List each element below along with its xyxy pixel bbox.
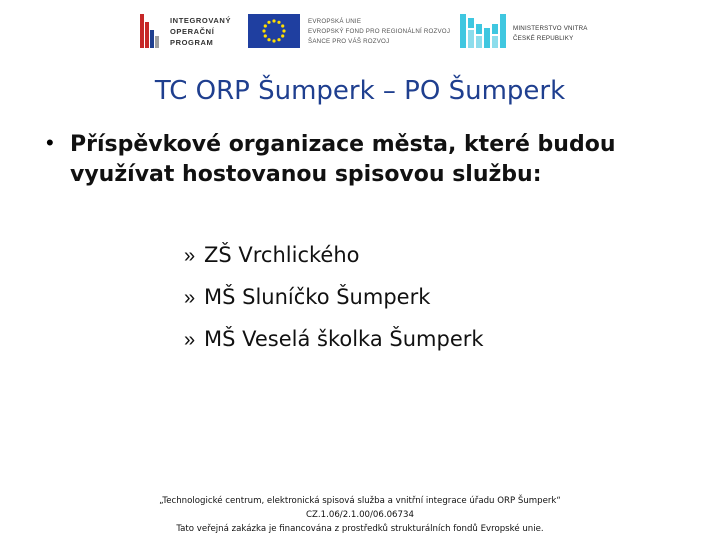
sub-list-item <box>184 285 484 327</box>
bullet-line: Příspěvkové organizace města, které budou <box>70 132 616 157</box>
iop-line: OPERAČNÍ <box>170 27 215 36</box>
footer-line: „Technologické centrum, elektronická spisová služba a vnitřní integrace úřadu ORP Šumperk“ <box>159 496 561 506</box>
sub-item-text: ZŠ Vrchlického <box>204 243 360 267</box>
footer-line: CZ.1.06/2.1.00/06.06734 <box>306 510 414 520</box>
bullet-text <box>70 130 660 190</box>
eu-line: ŠANCE PRO VÁŠ ROZVOJ <box>308 38 390 45</box>
mv-line: ČESKÉ REPUBLIKY <box>513 35 574 42</box>
sub-item-text: MŠ Veselá školka Šumperk <box>204 327 484 351</box>
sub-marker: » <box>184 245 196 267</box>
eu-line: EVROPSKÝ FOND PRO REGIONÁLNÍ ROZVOJ <box>308 28 451 35</box>
footer <box>0 494 720 536</box>
sub-marker: » <box>184 329 196 351</box>
sub-list-item <box>184 243 484 285</box>
iop-line: INTEGROVANÝ <box>170 16 232 25</box>
iop-logo <box>140 12 240 50</box>
mv-text <box>513 24 588 44</box>
mv-mark-icon <box>460 14 508 48</box>
mv-logo <box>460 12 590 50</box>
mv-line: MINISTERSTVO VNITRA <box>513 25 588 32</box>
footer-line: Tato veřejná zakázka je financována z prostředků strukturálních fondů Evropské unie. <box>176 524 544 534</box>
eu-logo <box>248 12 458 50</box>
iop-text <box>170 15 231 48</box>
bullet-line: využívat hostovanou spisovou službu: <box>70 162 542 187</box>
bullet-marker: • <box>46 130 54 155</box>
iop-bars-icon <box>140 14 162 48</box>
sub-marker: » <box>184 287 196 309</box>
sub-list-item <box>184 327 484 369</box>
sub-list <box>184 243 484 369</box>
page-title: TC ORP Šumperk – PO Šumperk <box>154 76 566 106</box>
sub-item-text: MŠ Sluníčko Šumperk <box>204 285 431 309</box>
eu-text <box>308 17 450 47</box>
iop-line: PROGRAM <box>170 38 214 47</box>
eu-flag-icon <box>248 14 300 48</box>
eu-line: EVROPSKÁ UNIE <box>308 18 362 25</box>
